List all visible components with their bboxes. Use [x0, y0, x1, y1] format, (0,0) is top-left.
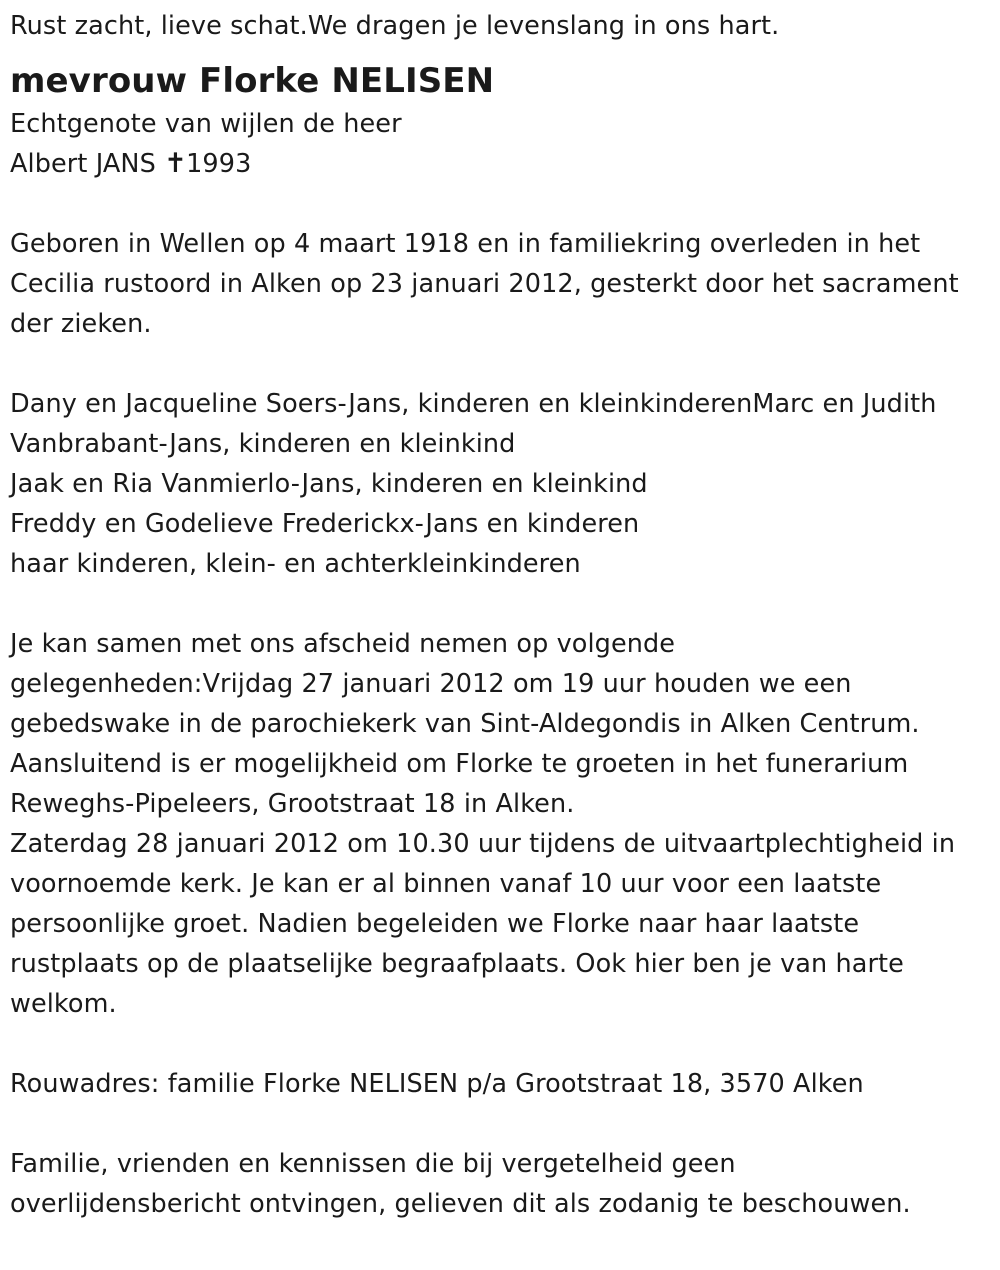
spouse-intro: Echtgenote van wijlen de heer: [10, 109, 402, 139]
ceremony-line: persoonlijke groet. Nadien begeleiden we Florke naar haar laatste: [10, 909, 860, 939]
ceremony-line: welkom.: [10, 989, 117, 1019]
motto-line: Rust zacht, lieve schat.We dragen je levenslang in ons hart.: [10, 11, 780, 41]
ceremony-paragraph: [10, 624, 995, 1024]
closing-paragraph: [10, 1144, 995, 1224]
family-line: Dany en Jacqueline Soers-Jans, kinderen en kleinkinderenMarc en Judith: [10, 389, 937, 419]
spacer: [10, 344, 995, 384]
ceremony-line: Je kan samen met ons afscheid nemen op volgende: [10, 629, 676, 659]
paragraph-line: Geboren in Wellen op 4 maart 1918 en in familiekring overleden in het: [10, 229, 921, 259]
birth-death-paragraph: [10, 224, 995, 344]
family-line: haar kinderen, klein- en achterkleinkinderen: [10, 549, 581, 579]
obituary-notice: [10, 6, 995, 1224]
spacer: [10, 184, 995, 224]
cross-icon: ✝: [164, 148, 187, 179]
spouse-line: [10, 144, 995, 184]
spouse-death-year: 1993: [186, 149, 252, 179]
paragraph-line: Cecilia rustoord in Alken op 23 januari 2012, gesterkt door het sacrament: [10, 269, 959, 299]
family-line: Freddy en Godelieve Frederickx-Jans en kinderen: [10, 509, 640, 539]
spacer: [10, 1104, 995, 1144]
spacer: [10, 584, 995, 624]
family-line: Vanbrabant-Jans, kinderen en kleinkind: [10, 429, 516, 459]
ceremony-line: Aansluitend is er mogelijkheid om Florke te groeten in het funerarium: [10, 749, 909, 779]
spouse-name: Albert JANS: [10, 149, 156, 179]
ceremony-line: Zaterdag 28 januari 2012 om 10.30 uur tijdens de uitvaartplechtigheid in: [10, 829, 956, 859]
family-paragraph: [10, 384, 995, 584]
ceremony-line: gelegenheden:Vrijdag 27 januari 2012 om 19 uur houden we een: [10, 669, 852, 699]
ceremony-line: Reweghs-Pipeleers, Grootstraat 18 in Alken.: [10, 789, 575, 819]
ceremony-line: voornoemde kerk. Je kan er al binnen vanaf 10 uur voor een laatste: [10, 869, 882, 899]
closing-line: overlijdensbericht ontvingen, gelieven dit als zodanig te beschouwen.: [10, 1189, 911, 1219]
deceased-name: mevrouw Florke NELISEN: [10, 61, 495, 101]
mourning-address: Rouwadres: familie Florke NELISEN p/a Grootstraat 18, 3570 Alken: [10, 1069, 864, 1099]
ceremony-line: rustplaats op de plaatselijke begraafplaats. Ook hier ben je van harte: [10, 949, 904, 979]
spacer: [10, 1024, 995, 1064]
closing-line: Familie, vrienden en kennissen die bij vergetelheid geen: [10, 1149, 736, 1179]
ceremony-line: gebedswake in de parochiekerk van Sint-Aldegondis in Alken Centrum.: [10, 709, 920, 739]
paragraph-line: der zieken.: [10, 309, 152, 339]
family-line: Jaak en Ria Vanmierlo-Jans, kinderen en kleinkind: [10, 469, 648, 499]
